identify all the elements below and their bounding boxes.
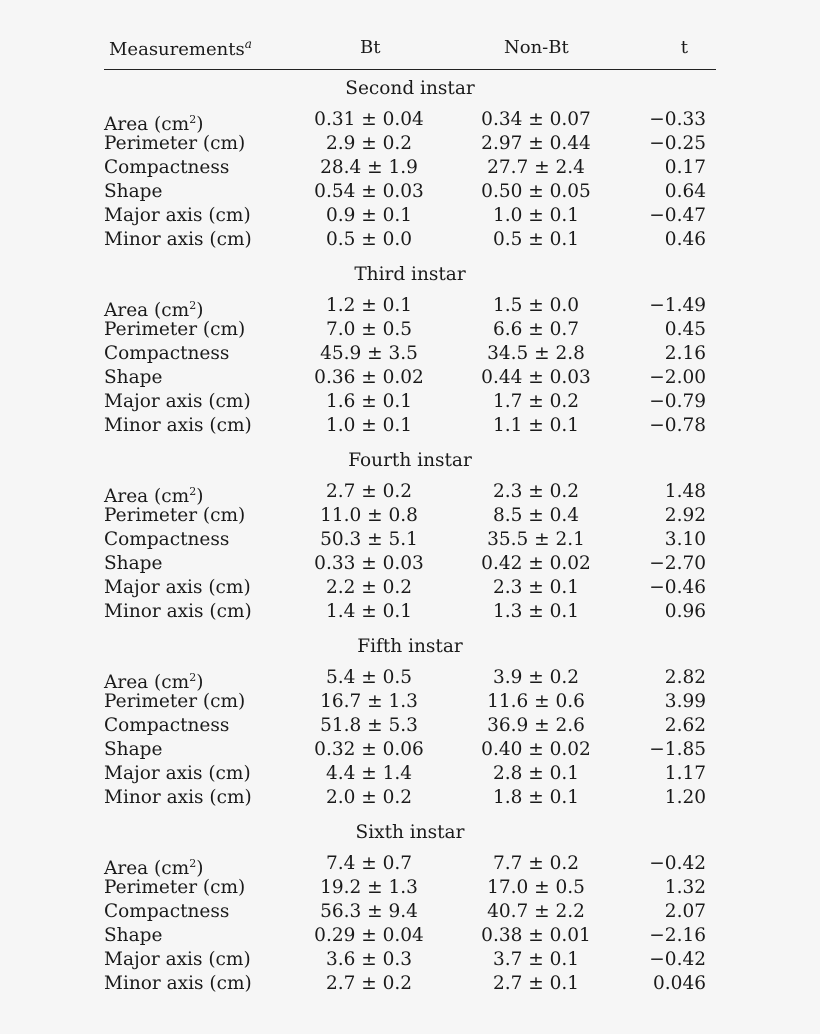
table-row	[104, 156, 716, 180]
table-row	[104, 762, 716, 786]
t-value: −1.49	[649, 295, 706, 316]
row-label-end: )	[196, 486, 204, 507]
t-value: 1.20	[664, 787, 706, 808]
row-label-text: Shape	[104, 181, 163, 202]
bt-value: 19.2 ± 1.3	[320, 877, 418, 898]
header-measurements-label: Measurements	[109, 39, 245, 60]
bt-value: 1.0 ± 0.1	[325, 415, 413, 436]
row-label-text: Compactness	[104, 529, 230, 550]
table-body	[104, 70, 716, 996]
row-label	[104, 738, 162, 762]
row-label	[104, 972, 252, 996]
row-label	[104, 924, 162, 948]
t-value: −0.42	[649, 853, 706, 874]
row-label	[104, 786, 252, 810]
nonbt-value: 2.3 ± 0.2	[492, 481, 580, 502]
table-row	[104, 576, 716, 600]
nonbt-value: 2.97 ± 0.44	[481, 133, 591, 154]
nonbt-value: 17.0 ± 0.5	[487, 877, 585, 898]
t-value: −0.33	[649, 109, 706, 130]
t-value: 3.99	[664, 691, 706, 712]
header-nonbt: Non-Bt	[504, 37, 569, 58]
bt-value: 2.0 ± 0.2	[325, 787, 413, 808]
row-label-text: Major axis (cm)	[104, 205, 251, 226]
bt-value: 56.3 ± 9.4	[320, 901, 418, 922]
nonbt-value: 0.5 ± 0.1	[492, 229, 580, 250]
bt-value: 4.4 ± 1.4	[325, 763, 413, 784]
row-label	[104, 690, 245, 714]
t-value: 0.046	[653, 973, 706, 994]
row-label-text: Minor axis (cm)	[104, 601, 252, 622]
row-label-text: Shape	[104, 553, 163, 574]
table-row	[104, 600, 716, 624]
nonbt-value: 7.7 ± 0.2	[492, 853, 580, 874]
row-label	[104, 414, 252, 438]
bt-value: 51.8 ± 5.3	[320, 715, 418, 736]
table-row	[104, 852, 716, 879]
header-measurements	[109, 37, 252, 60]
nonbt-value: 3.9 ± 0.2	[492, 667, 580, 688]
nonbt-value: 2.3 ± 0.1	[492, 577, 580, 598]
t-value: 0.46	[664, 229, 706, 250]
bt-value: 3.6 ± 0.3	[325, 949, 413, 970]
row-label	[104, 552, 162, 576]
t-value: −0.79	[649, 391, 706, 412]
nonbt-value: 40.7 ± 2.2	[487, 901, 585, 922]
table-row	[104, 342, 716, 366]
t-value: 2.82	[664, 667, 706, 688]
nonbt-value: 1.8 ± 0.1	[492, 787, 580, 808]
row-label-text: Perimeter (cm)	[104, 319, 246, 340]
table-row	[104, 390, 716, 414]
nonbt-value: 6.6 ± 0.7	[492, 319, 580, 340]
t-value: 2.92	[664, 505, 706, 526]
row-label	[104, 528, 229, 552]
t-value: 3.10	[664, 529, 706, 550]
row-label-text: Minor axis (cm)	[104, 229, 252, 250]
row-label-text: Shape	[104, 739, 163, 760]
t-value: −0.46	[649, 577, 706, 598]
table-row	[104, 504, 716, 528]
row-label-end: )	[196, 300, 204, 321]
row-label	[104, 900, 229, 924]
row-label-text: Major axis (cm)	[104, 577, 251, 598]
bt-value: 5.4 ± 0.5	[325, 667, 413, 688]
instar-section	[104, 438, 716, 624]
row-label-text: Compactness	[104, 343, 230, 364]
nonbt-value: 1.0 ± 0.1	[492, 205, 580, 226]
row-label-superscript: 2	[189, 113, 197, 126]
row-label-text: Area (cm	[104, 300, 190, 321]
row-label-text: Perimeter (cm)	[104, 133, 246, 154]
bt-value: 1.6 ± 0.1	[325, 391, 413, 412]
nonbt-value: 2.7 ± 0.1	[492, 973, 580, 994]
table-row	[104, 900, 716, 924]
bt-value: 2.7 ± 0.2	[325, 973, 413, 994]
table-row	[104, 294, 716, 321]
row-label-text: Shape	[104, 367, 163, 388]
row-label-text: Major axis (cm)	[104, 763, 251, 784]
nonbt-value: 1.7 ± 0.2	[492, 391, 580, 412]
row-label-end: )	[196, 672, 204, 693]
table-row	[104, 924, 716, 948]
nonbt-value: 1.5 ± 0.0	[492, 295, 580, 316]
row-label-text: Area (cm	[104, 486, 190, 507]
table-row	[104, 108, 716, 135]
bt-value: 2.9 ± 0.2	[325, 133, 413, 154]
bt-value: 0.32 ± 0.06	[314, 739, 424, 760]
row-label-text: Minor axis (cm)	[104, 787, 252, 808]
row-label-text: Minor axis (cm)	[104, 415, 252, 436]
t-value: 2.07	[664, 901, 706, 922]
row-label	[104, 576, 251, 600]
row-label	[104, 204, 251, 228]
bt-value: 2.7 ± 0.2	[325, 481, 413, 502]
nonbt-value: 0.50 ± 0.05	[481, 181, 591, 202]
t-value: −1.85	[649, 739, 706, 760]
nonbt-value: 0.42 ± 0.02	[481, 553, 591, 574]
t-value: −0.47	[649, 205, 706, 226]
row-label	[104, 180, 162, 204]
row-label	[104, 876, 245, 900]
instar-section	[104, 252, 716, 438]
row-label	[104, 228, 252, 252]
row-label-superscript: 2	[189, 299, 197, 312]
t-value: −2.00	[649, 367, 706, 388]
table-row	[104, 690, 716, 714]
row-label-end: )	[196, 858, 204, 879]
row-label-text: Compactness	[104, 157, 230, 178]
t-value: −2.70	[649, 553, 706, 574]
table-row	[104, 318, 716, 342]
row-label-text: Perimeter (cm)	[104, 691, 246, 712]
nonbt-value: 27.7 ± 2.4	[487, 157, 585, 178]
t-value: 0.45	[664, 319, 706, 340]
bt-value: 1.4 ± 0.1	[325, 601, 413, 622]
row-label-text: Major axis (cm)	[104, 391, 251, 412]
row-label-text: Major axis (cm)	[104, 949, 251, 970]
row-label-superscript: 2	[189, 857, 197, 870]
row-label	[104, 342, 229, 366]
table-row	[104, 948, 716, 972]
table-row	[104, 714, 716, 738]
table-row	[104, 552, 716, 576]
table-header	[104, 33, 716, 70]
bt-value: 0.9 ± 0.1	[325, 205, 413, 226]
nonbt-value: 34.5 ± 2.8	[487, 343, 585, 364]
bt-value: 0.36 ± 0.02	[314, 367, 424, 388]
row-label-text: Perimeter (cm)	[104, 505, 246, 526]
section-title: Third instar	[354, 264, 466, 285]
t-value: 0.17	[664, 157, 706, 178]
row-label	[104, 714, 229, 738]
bt-value: 11.0 ± 0.8	[320, 505, 418, 526]
t-value: 2.62	[664, 715, 706, 736]
row-label	[104, 366, 162, 390]
bt-value: 0.5 ± 0.0	[325, 229, 413, 250]
bt-value: 45.9 ± 3.5	[320, 343, 418, 364]
table-row	[104, 366, 716, 390]
table-row	[104, 204, 716, 228]
row-label-text: Compactness	[104, 715, 230, 736]
header-t: t	[680, 37, 688, 58]
table-row	[104, 414, 716, 438]
table-row	[104, 666, 716, 693]
table-row	[104, 180, 716, 204]
row-label	[104, 504, 245, 528]
table-row	[104, 228, 716, 252]
t-value: −0.42	[649, 949, 706, 970]
row-label-end: )	[196, 114, 204, 135]
instar-section	[104, 70, 716, 252]
bt-value: 2.2 ± 0.2	[325, 577, 413, 598]
row-label-superscript: 2	[189, 671, 197, 684]
row-label	[104, 600, 252, 624]
header-footnote-marker: a	[244, 37, 252, 51]
t-value: 0.64	[664, 181, 706, 202]
bt-value: 0.31 ± 0.04	[314, 109, 424, 130]
row-label-text: Minor axis (cm)	[104, 973, 252, 994]
t-value: 0.96	[664, 601, 706, 622]
bt-value: 0.33 ± 0.03	[314, 553, 424, 574]
row-label	[104, 132, 245, 156]
nonbt-value: 1.1 ± 0.1	[492, 415, 580, 436]
header-bt: Bt	[360, 37, 381, 58]
bt-value: 0.29 ± 0.04	[314, 925, 424, 946]
table-row	[104, 876, 716, 900]
row-label	[104, 390, 251, 414]
row-label-text: Area (cm	[104, 858, 190, 879]
row-label-superscript: 2	[189, 485, 197, 498]
row-label-text: Compactness	[104, 901, 230, 922]
nonbt-value: 2.8 ± 0.1	[492, 763, 580, 784]
row-label	[104, 948, 251, 972]
table-row	[104, 132, 716, 156]
nonbt-value: 1.3 ± 0.1	[492, 601, 580, 622]
instar-section	[104, 624, 716, 810]
t-value: −0.25	[649, 133, 706, 154]
bt-value: 7.0 ± 0.5	[325, 319, 413, 340]
nonbt-value: 11.6 ± 0.6	[487, 691, 585, 712]
t-value: 2.16	[664, 343, 706, 364]
bt-value: 50.3 ± 5.1	[320, 529, 418, 550]
bt-value: 28.4 ± 1.9	[320, 157, 418, 178]
nonbt-value: 0.34 ± 0.07	[481, 109, 591, 130]
t-value: −0.78	[649, 415, 706, 436]
section-title: Second instar	[345, 78, 475, 99]
bt-value: 1.2 ± 0.1	[325, 295, 413, 316]
nonbt-value: 36.9 ± 2.6	[487, 715, 585, 736]
row-label-text: Shape	[104, 925, 163, 946]
instar-section	[104, 810, 716, 996]
section-title: Sixth instar	[355, 822, 465, 843]
section-title: Fourth instar	[348, 450, 472, 471]
bt-value: 0.54 ± 0.03	[314, 181, 424, 202]
table-row	[104, 972, 716, 996]
measurements-table	[104, 33, 716, 996]
row-label	[104, 762, 251, 786]
table-row	[104, 480, 716, 507]
t-value: 1.17	[664, 763, 706, 784]
t-value: −2.16	[649, 925, 706, 946]
bt-value: 16.7 ± 1.3	[320, 691, 418, 712]
table-row	[104, 528, 716, 552]
row-label-text: Area (cm	[104, 114, 190, 135]
nonbt-value: 0.38 ± 0.01	[481, 925, 591, 946]
nonbt-value: 35.5 ± 2.1	[487, 529, 585, 550]
section-title: Fifth instar	[357, 636, 463, 657]
row-label	[104, 318, 245, 342]
row-label	[104, 156, 229, 180]
table-row	[104, 738, 716, 762]
row-label-text: Perimeter (cm)	[104, 877, 246, 898]
nonbt-value: 0.44 ± 0.03	[481, 367, 591, 388]
t-value: 1.32	[664, 877, 706, 898]
nonbt-value: 3.7 ± 0.1	[492, 949, 580, 970]
nonbt-value: 0.40 ± 0.02	[481, 739, 591, 760]
row-label-text: Area (cm	[104, 672, 190, 693]
table-row	[104, 786, 716, 810]
bt-value: 7.4 ± 0.7	[325, 853, 413, 874]
nonbt-value: 8.5 ± 0.4	[492, 505, 580, 526]
t-value: 1.48	[664, 481, 706, 502]
